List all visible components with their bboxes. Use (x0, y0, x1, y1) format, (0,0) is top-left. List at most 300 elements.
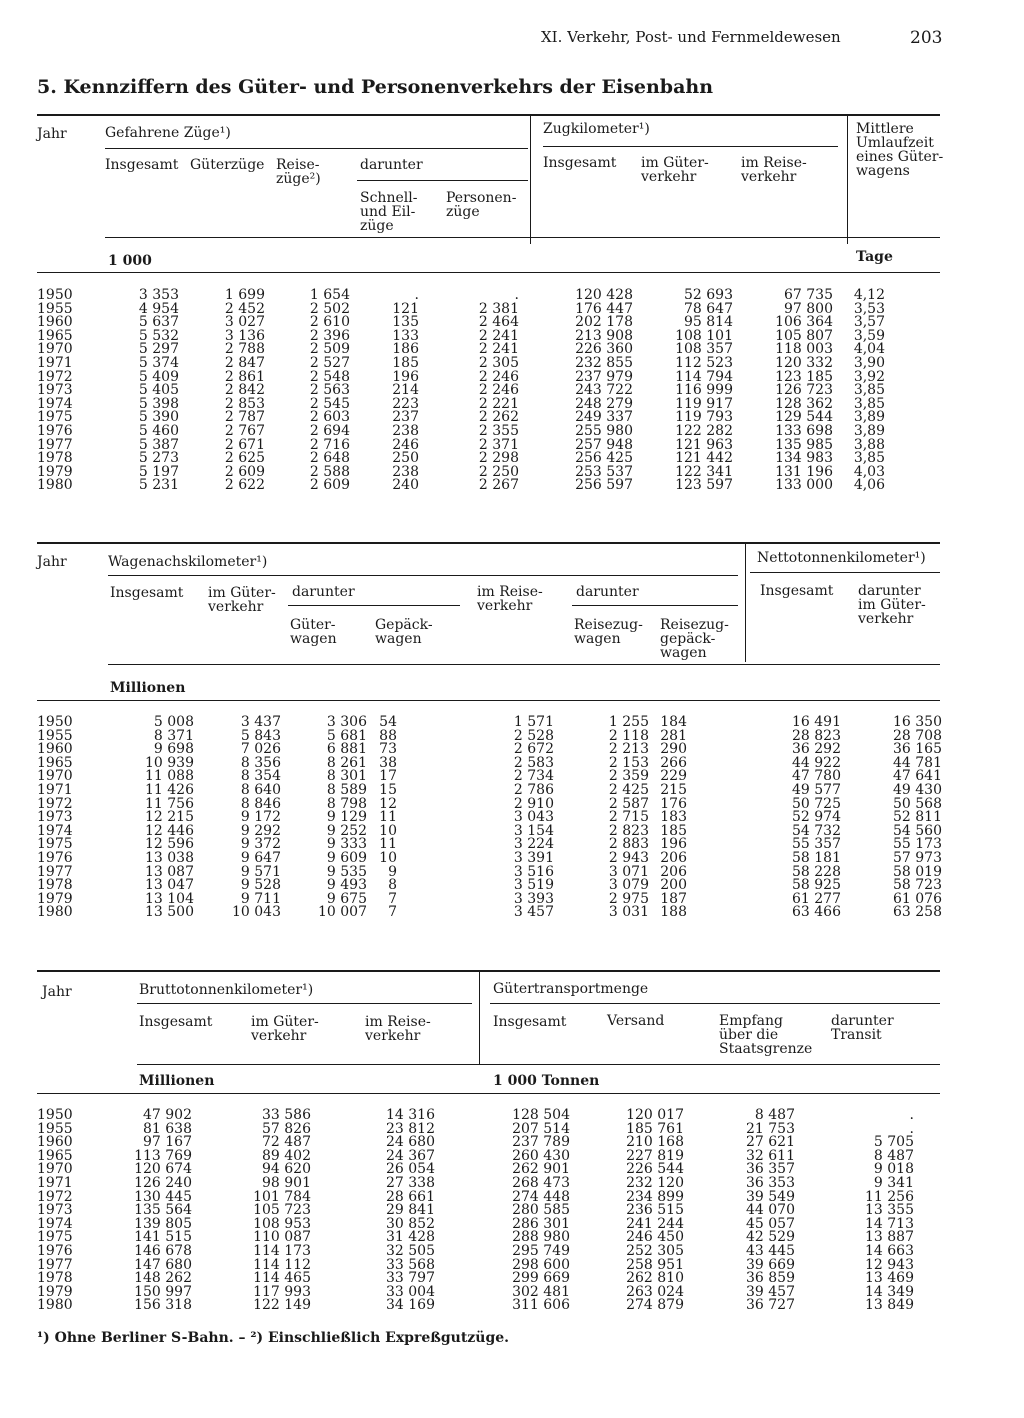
table-cell: 16 350 (893, 714, 942, 730)
table-cell: 73 (379, 741, 397, 758)
table-cell: 1973 (37, 1202, 73, 1219)
table-cell: 185 (660, 822, 687, 839)
table-cell: 2 622 (224, 477, 265, 494)
table-cell: 7 026 (240, 741, 281, 758)
table-cell: 246 450 (626, 1229, 684, 1246)
table2-unit-rule (108, 664, 940, 665)
table-cell: 61 076 (893, 890, 942, 907)
table-cell: 3 027 (224, 314, 265, 331)
table-cell: 2 153 (608, 754, 649, 771)
table-cell: 249 337 (575, 409, 633, 426)
table-cell: 1960 (37, 314, 73, 331)
table-cell: 263 024 (626, 1283, 684, 1300)
table-cell: 232 120 (626, 1174, 684, 1191)
table1-col-year (37, 287, 77, 494)
table-cell: 3 306 (326, 714, 367, 730)
table-cell: 3,53 (853, 300, 885, 317)
table-cell: 2 823 (608, 822, 649, 839)
table3-col-g-insgesamt (477, 1107, 570, 1314)
table2-unit: Millionen (110, 680, 186, 696)
table-cell: 1977 (37, 1256, 73, 1273)
table-cell: 3,85 (853, 382, 885, 399)
table-cell: 2 610 (309, 314, 350, 331)
table-cell: 1978 (37, 877, 73, 894)
table-cell: 95 814 (684, 314, 733, 331)
table-cell: 1972 (37, 1188, 73, 1205)
table-cell: 123 597 (675, 477, 733, 494)
table-cell: 298 600 (512, 1256, 570, 1273)
table-cell: 9 372 (240, 836, 281, 853)
table1-header-personen: Personen- züge (446, 190, 517, 220)
table-cell: 3 079 (608, 877, 649, 894)
table-cell: 3,89 (853, 422, 885, 439)
table-cell: 32 611 (746, 1147, 795, 1164)
table-cell: 2 943 (608, 849, 649, 866)
table-cell: 114 173 (253, 1242, 311, 1259)
table-cell: 130 445 (134, 1188, 192, 1205)
table2-col-gepaeck (367, 714, 397, 921)
table1-header-zk-reise: im Reise- verkehr (741, 155, 807, 185)
table-cell: 262 901 (512, 1161, 570, 1178)
table-cell: 262 810 (626, 1270, 684, 1287)
table-cell: 246 (392, 436, 419, 453)
table-cell: 2 587 (608, 795, 649, 812)
table-cell: 3 031 (608, 904, 649, 921)
table1-col-gueterzuege (197, 287, 265, 494)
table1-body-rule (37, 272, 940, 273)
table-cell: 3 437 (240, 714, 281, 730)
table-cell: 120 428 (575, 287, 633, 303)
table-cell: 6 881 (326, 741, 367, 758)
table2-header-jahr: Jahr (37, 554, 67, 570)
table-cell: 57 826 (262, 1120, 311, 1137)
table-cell: 42 529 (746, 1229, 795, 1246)
table-cell: 226 544 (626, 1161, 684, 1178)
table-cell: 11 (379, 809, 397, 826)
table-cell: 139 805 (134, 1215, 192, 1232)
table-cell: 52 974 (792, 809, 841, 826)
table3-top-rule (37, 970, 940, 972)
table-cell: 207 514 (512, 1120, 570, 1137)
table-cell: 274 879 (626, 1297, 684, 1314)
table-cell: 10 939 (145, 754, 194, 771)
table-cell: 11 256 (865, 1188, 914, 1205)
table3-col-b-reise (337, 1107, 435, 1314)
table-cell: 237 979 (575, 368, 633, 385)
table2-col-netto-insgesamt (757, 714, 841, 921)
table-cell: 2 609 (309, 477, 350, 494)
table-cell: 8 487 (754, 1107, 795, 1123)
table-cell: 1975 (37, 836, 73, 853)
table-cell: 5 390 (138, 409, 179, 426)
table-cell: 3,92 (853, 368, 885, 385)
table1-header-zuege: Gefahrene Züge¹) (105, 125, 231, 141)
table-cell: 31 428 (386, 1229, 435, 1246)
table-cell: 2 246 (478, 382, 519, 399)
table-cell: 27 338 (386, 1174, 435, 1191)
table-cell: 1950 (37, 287, 73, 303)
table-cell: 1973 (37, 382, 73, 399)
table-cell: 67 735 (784, 287, 833, 303)
table-cell: 1976 (37, 849, 73, 866)
table-cell: 3,88 (853, 436, 885, 453)
table-cell: 5 231 (138, 477, 179, 494)
table-cell: 39 549 (746, 1188, 795, 1205)
table-cell: 54 (379, 714, 397, 730)
table-cell: 1979 (37, 463, 73, 480)
table-cell: 1980 (37, 1297, 73, 1314)
table-cell: 5 273 (138, 450, 179, 467)
table-cell: 2 588 (309, 463, 350, 480)
table-cell: 5 374 (138, 354, 179, 371)
table2-header-wagenachs: Wagenachskilometer¹) (108, 554, 268, 570)
table-cell: 255 980 (575, 422, 633, 439)
table2-top-rule (37, 542, 940, 544)
table-cell: 39 457 (746, 1283, 795, 1300)
table-cell: 8 487 (873, 1147, 914, 1164)
table-cell: 54 732 (792, 822, 841, 839)
table-cell: 134 983 (775, 450, 833, 467)
table2-col-year (37, 714, 77, 921)
table-cell: 2 861 (224, 368, 265, 385)
table-cell: 47 902 (143, 1107, 192, 1123)
table-cell: 63 466 (792, 904, 841, 921)
table-cell: 3 391 (513, 849, 554, 866)
table-cell: 9 (388, 863, 397, 880)
table2-header-netto-insgesamt: Insgesamt (760, 583, 834, 599)
table3-body-rule (37, 1093, 940, 1094)
table-cell: 2 715 (608, 809, 649, 826)
table3-brutto-rule (137, 1003, 472, 1004)
table-cell: 33 797 (386, 1270, 435, 1287)
table-cell: 3 393 (513, 890, 554, 907)
table-cell: 1977 (37, 863, 73, 880)
table-cell: 2 250 (478, 463, 519, 480)
table-cell: 2 464 (478, 314, 519, 331)
table1-unit-rule (105, 237, 940, 238)
table-cell: 2 241 (478, 341, 519, 358)
table-cell: 250 (392, 450, 419, 467)
table-cell: 26 054 (386, 1161, 435, 1178)
table1-header-zk-gueter: im Güter- verkehr (641, 155, 709, 185)
table-cell: 10 (379, 822, 397, 839)
table-cell: 97 800 (784, 300, 833, 317)
table-cell: . (514, 287, 519, 303)
table-cell: 39 669 (746, 1256, 795, 1273)
table-cell: 215 (660, 781, 687, 798)
table-cell: 1974 (37, 395, 73, 412)
table-cell: 5 405 (138, 382, 179, 399)
table3-col-empfang (697, 1107, 795, 1314)
table-cell: 9 609 (326, 849, 367, 866)
table-cell: 3 154 (513, 822, 554, 839)
table1-col-zk-reise (747, 287, 833, 494)
table-cell: 302 481 (512, 1283, 570, 1300)
table1-unit-tage: Tage (856, 249, 893, 265)
table3-col-transit (817, 1107, 914, 1314)
table3-header-jahr: Jahr (42, 984, 72, 1000)
table1-darunter-rule (357, 180, 528, 181)
table-cell: 9 675 (326, 890, 367, 907)
table-cell: 61 277 (792, 890, 841, 907)
table-cell: 113 769 (134, 1147, 192, 1164)
table-cell: 281 (660, 727, 687, 744)
table-cell: 2 788 (224, 341, 265, 358)
table-cell: 238 (392, 463, 419, 480)
table-cell: 13 887 (865, 1229, 914, 1246)
table2-header-darunter-2: darunter (576, 584, 639, 600)
table-cell: 9 528 (240, 877, 281, 894)
table-cell: 15 (379, 781, 397, 798)
table-cell: 260 430 (512, 1147, 570, 1164)
table-cell: 156 318 (134, 1297, 192, 1314)
table-cell: 196 (660, 836, 687, 853)
table-cell: 4,06 (853, 477, 885, 494)
table-cell: 122 149 (253, 1297, 311, 1314)
table-cell: 1970 (37, 768, 73, 785)
table-cell: 184 (660, 714, 687, 730)
table-cell: 5 409 (138, 368, 179, 385)
table-cell: 58 019 (893, 863, 942, 880)
table-cell: 206 (660, 849, 687, 866)
table-cell: 2 671 (224, 436, 265, 453)
table-cell: 8 371 (153, 727, 194, 744)
table1-col-schnell (367, 287, 419, 494)
table-cell: 14 349 (865, 1283, 914, 1300)
table-cell: 1955 (37, 1120, 73, 1137)
table-cell: 2 910 (513, 795, 554, 812)
table-cell: 2 118 (608, 727, 649, 744)
table-cell: 1 571 (513, 714, 554, 730)
table-cell: 3,59 (853, 327, 885, 344)
table-cell: 123 185 (775, 368, 833, 385)
table-cell: 299 669 (512, 1270, 570, 1287)
table-cell: 1975 (37, 409, 73, 426)
table3-header-g-insgesamt: Insgesamt (493, 1014, 567, 1030)
table-cell: 2 672 (513, 741, 554, 758)
table-cell: 5 387 (138, 436, 179, 453)
table-cell: 13 038 (145, 849, 194, 866)
table-cell: 1 255 (608, 714, 649, 730)
table-cell: 3,85 (853, 450, 885, 467)
table-cell: 1976 (37, 422, 73, 439)
table-cell: 9 018 (873, 1161, 914, 1178)
table-cell: 1978 (37, 450, 73, 467)
table-cell: 33 586 (262, 1107, 311, 1123)
table-cell: 36 165 (893, 741, 942, 758)
table2-col-gueter (197, 714, 281, 921)
table-cell: 2 625 (224, 450, 265, 467)
table-cell: 1979 (37, 890, 73, 907)
table-cell: 11 088 (145, 768, 194, 785)
table-cell: 237 (392, 409, 419, 426)
table-cell: 8 356 (240, 754, 281, 771)
table-cell: 2 786 (513, 781, 554, 798)
table-cell: 81 638 (143, 1120, 192, 1137)
table-cell: 44 781 (893, 754, 942, 771)
table-cell: 2 609 (224, 463, 265, 480)
table-cell: 2 694 (309, 422, 350, 439)
table-cell: 5 705 (873, 1134, 914, 1151)
table-cell: 10 (379, 849, 397, 866)
table-cell: 2 221 (478, 395, 519, 412)
table-cell: 114 465 (253, 1270, 311, 1287)
table-cell: 1955 (37, 300, 73, 317)
table-cell: 3,85 (853, 395, 885, 412)
table-cell: 2 241 (478, 327, 519, 344)
table3-header-b-insgesamt: Insgesamt (139, 1014, 213, 1030)
table-cell: 120 674 (134, 1161, 192, 1178)
table-cell: 2 452 (224, 300, 265, 317)
table-cell: 133 000 (775, 477, 833, 494)
table2-header-reisezuggepaeck: Reisezug- gepäck- wagen (660, 617, 729, 661)
table-cell: 252 305 (626, 1242, 684, 1259)
table-cell: 108 101 (675, 327, 733, 344)
table1-col-zk-insgesamt (547, 287, 633, 494)
table-cell: 128 362 (775, 395, 833, 412)
table3-header-empfang: Empfang über die Staatsgrenze (719, 1013, 813, 1057)
table-cell: 214 (392, 382, 419, 399)
table-cell: 36 353 (746, 1174, 795, 1191)
table-cell: 24 680 (386, 1134, 435, 1151)
table-cell: 8 261 (326, 754, 367, 771)
table-cell: 13 087 (145, 863, 194, 880)
table-cell: 3 071 (608, 863, 649, 880)
table1-header-umlauf: Mittlere Umlaufzeit eines Güter- wagens (856, 121, 944, 179)
table-cell: 1970 (37, 1161, 73, 1178)
table-cell: 2 648 (309, 450, 350, 467)
table-cell: 50 568 (893, 795, 942, 812)
table-cell: 33 004 (386, 1283, 435, 1300)
table-cell: 14 713 (865, 1215, 914, 1232)
table-cell: 210 168 (626, 1134, 684, 1151)
table-cell: 241 244 (626, 1215, 684, 1232)
table-cell: 9 711 (240, 890, 281, 907)
table-cell: 13 500 (145, 904, 194, 921)
table2-header-netto-darunter: darunter im Güter- verkehr (858, 583, 926, 627)
table-cell: 248 279 (575, 395, 633, 412)
table-cell: 9 571 (240, 863, 281, 880)
table2-divider (745, 544, 746, 662)
table-cell: 2 425 (608, 781, 649, 798)
table-cell: 49 430 (893, 781, 942, 798)
table-cell: 36 727 (746, 1297, 795, 1314)
table-cell: 8 846 (240, 795, 281, 812)
table-cell: 1 699 (224, 287, 265, 303)
table-cell: 200 (660, 877, 687, 894)
table-cell: 146 678 (134, 1242, 192, 1259)
table-cell: 253 537 (575, 463, 633, 480)
table3-header-versand: Versand (607, 1013, 665, 1029)
table-cell: 44 922 (792, 754, 841, 771)
table-cell: 240 (392, 477, 419, 494)
table1-col-personen (437, 287, 519, 494)
table-cell: 10 043 (232, 904, 281, 921)
table-cell: 12 215 (145, 809, 194, 826)
table-cell: 229 (660, 768, 687, 785)
table-cell: 57 973 (893, 849, 942, 866)
table-cell: 28 823 (792, 727, 841, 744)
table-cell: 1971 (37, 781, 73, 798)
table-cell: 58 181 (792, 849, 841, 866)
table-cell: 27 621 (746, 1134, 795, 1151)
table-cell: 274 448 (512, 1188, 570, 1205)
table-cell: 1974 (37, 1215, 73, 1232)
table-cell: 9 535 (326, 863, 367, 880)
table2-header-gepaeck: Gepäck- wagen (375, 617, 433, 647)
table3-gtm-rule (490, 1003, 940, 1004)
table-cell: 3 516 (513, 863, 554, 880)
table1-header-zk-insgesamt: Insgesamt (543, 155, 617, 171)
table1-header-gueterzuege: Güterzüge (190, 157, 265, 173)
table-cell: 4,04 (853, 341, 885, 358)
table-cell: 49 577 (792, 781, 841, 798)
table-cell: 45 057 (746, 1215, 795, 1232)
table2-col-reise (477, 714, 554, 921)
table-cell: 33 568 (386, 1256, 435, 1273)
table-cell: 1980 (37, 477, 73, 494)
table-cell: 2 305 (478, 354, 519, 371)
table-cell: 3 224 (513, 836, 554, 853)
table-cell: 23 812 (386, 1120, 435, 1137)
table-cell: 121 442 (675, 450, 733, 467)
table3-unit-rule (137, 1064, 940, 1065)
table-cell: 36 292 (792, 741, 841, 758)
table3-header-brutto: Bruttotonnenkilometer¹) (139, 982, 314, 998)
table-cell: 110 087 (253, 1229, 311, 1246)
table-cell: . (909, 1107, 914, 1123)
table-cell: 9 252 (326, 822, 367, 839)
table-cell: 3 043 (513, 809, 554, 826)
table1-divider (530, 116, 531, 244)
table-cell: 2 545 (309, 395, 350, 412)
table-cell: 1960 (37, 1134, 73, 1151)
table-cell: 9 333 (326, 836, 367, 853)
table2-col-netto-gueter (847, 714, 942, 921)
table1-col-reisezuege (282, 287, 350, 494)
table-cell: 44 070 (746, 1202, 795, 1219)
table-cell: 135 985 (775, 436, 833, 453)
table-cell: 5 297 (138, 341, 179, 358)
table-cell: 119 917 (675, 395, 733, 412)
table-cell: 227 819 (626, 1147, 684, 1164)
table-cell: 126 240 (134, 1174, 192, 1191)
table-cell: 7 (388, 890, 397, 907)
table-cell: 133 698 (775, 422, 833, 439)
table-cell: 8 301 (326, 768, 367, 785)
table-cell: 150 997 (134, 1283, 192, 1300)
table-cell: 47 641 (893, 768, 942, 785)
table1-header-zugkm: Zugkilometer¹) (543, 121, 650, 137)
table-cell: 117 993 (253, 1283, 311, 1300)
table-cell: 5 008 (153, 714, 194, 730)
table-cell: 3 136 (224, 327, 265, 344)
table-cell: 9 493 (326, 877, 367, 894)
table-cell: 14 316 (386, 1107, 435, 1123)
table-cell: 116 999 (675, 382, 733, 399)
table-cell: 141 515 (134, 1229, 192, 1246)
table-cell: 2 298 (478, 450, 519, 467)
table-cell: 13 469 (865, 1270, 914, 1287)
table-cell: 38 (379, 754, 397, 771)
table-cell: 122 341 (675, 463, 733, 480)
table-cell: 290 (660, 741, 687, 758)
table-cell: 1971 (37, 1174, 73, 1191)
table3-header-b-reise: im Reise- verkehr (365, 1014, 431, 1044)
table-cell: 1955 (37, 727, 73, 744)
table-cell: 266 (660, 754, 687, 771)
table-cell: 8 589 (326, 781, 367, 798)
